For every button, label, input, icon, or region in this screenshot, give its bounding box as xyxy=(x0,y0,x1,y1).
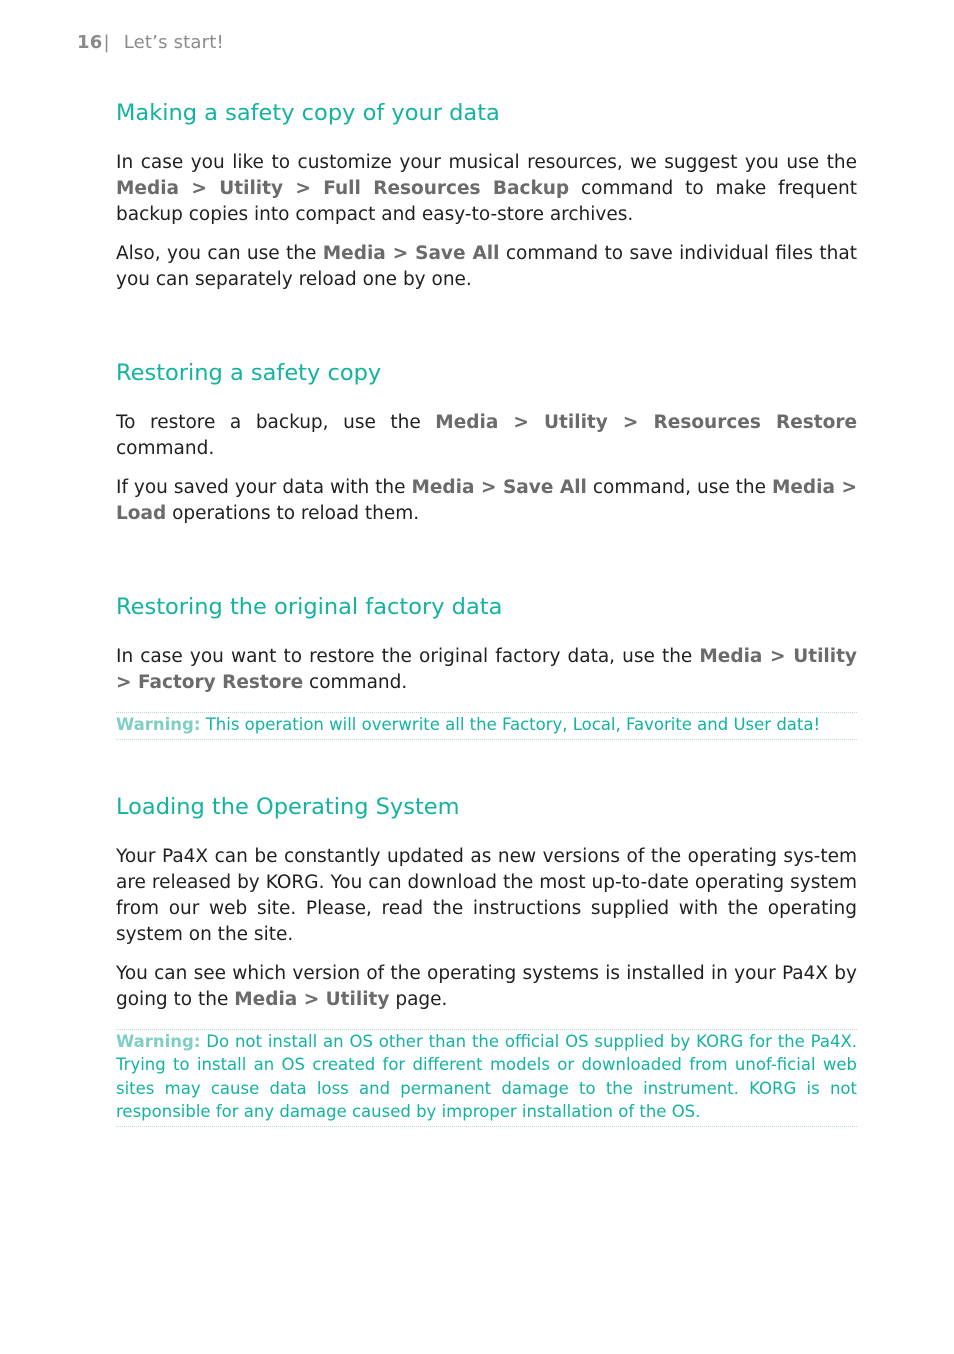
command-path: Media > Load xyxy=(116,477,857,524)
warning-label: Warning: xyxy=(116,715,201,734)
section-spacer xyxy=(116,740,857,790)
warning-box-factory xyxy=(116,712,857,740)
text: If you saved your data with the xyxy=(116,477,412,498)
paragraph-factory-1 xyxy=(116,644,857,696)
paragraph-safety-copy-1 xyxy=(116,150,857,228)
paragraph-safety-copy-2 xyxy=(116,241,857,293)
text: In case you like to customize your musical resources, we suggest you use the xyxy=(116,152,857,173)
warning-box-os xyxy=(116,1029,857,1127)
text: To restore a backup, use the xyxy=(116,412,436,433)
paragraph-restoring-1 xyxy=(116,410,857,462)
command-path: Media > Utility > Full Resources Backup xyxy=(116,178,570,199)
command-path: Media > Utility xyxy=(234,988,390,1010)
section-title-factory: Restoring the original factory data xyxy=(116,594,503,620)
section-title-safety-copy: Making a safety copy of your data xyxy=(116,100,500,126)
command-path: Media > Save All xyxy=(322,243,500,264)
section-spacer xyxy=(116,540,857,590)
warning-text: Do not install an OS other than the official OS supplied by KORG for the Pa4X. Trying to install an OS created for different models or downloaded from unof-ficial web sites may cause data loss and permanent damage to the instrument. KORG is not responsible for any damage caused by improper installation of the OS. xyxy=(116,1031,857,1121)
command-path: Media > Save All xyxy=(411,477,587,498)
text: page. xyxy=(389,988,448,1010)
text: command. xyxy=(303,672,408,693)
paragraph-os-1: Your Pa4X can be constantly updated as new versions of the operating sys-tem are released by KORG. You can download the most up-to-date operating system from our web site. Please, read the instructions supplied with the operating system on the site. xyxy=(116,845,857,945)
section-title-os: Loading the Operating System xyxy=(116,793,460,820)
command-path: Media > Utility > Factory Restore xyxy=(116,646,857,693)
text: command to save individual files that you can separately reload one by one. xyxy=(116,243,857,290)
running-header xyxy=(77,32,224,53)
text: operations to reload them. xyxy=(166,503,420,524)
page-content xyxy=(116,96,857,1127)
section-title-restoring: Restoring a safety copy xyxy=(116,360,382,386)
text: Also, you can use the xyxy=(116,243,323,264)
text: In case you want to restore the original factory data, use the xyxy=(116,646,700,667)
paragraph-restoring-2 xyxy=(116,475,857,527)
chapter-title: Let’s start! xyxy=(123,32,224,53)
page-number: 16 xyxy=(77,32,103,53)
text: You can see which version of the operating systems is installed in your Pa4X by going to the xyxy=(116,962,857,1010)
text: command to make frequent backup copies into compact and easy-to-store archives. xyxy=(116,178,857,225)
header-separator: | xyxy=(103,32,110,53)
text: command, use the xyxy=(586,477,772,498)
warning-text: This operation will overwrite all the Factory, Local, Favorite and User data! xyxy=(200,715,821,734)
paragraph-os-2 xyxy=(116,961,857,1013)
command-path: Media > Utility > Resources Restore xyxy=(435,412,857,433)
section-spacer xyxy=(116,306,857,356)
text: command. xyxy=(116,438,215,459)
warning-label: Warning: xyxy=(116,1031,201,1051)
